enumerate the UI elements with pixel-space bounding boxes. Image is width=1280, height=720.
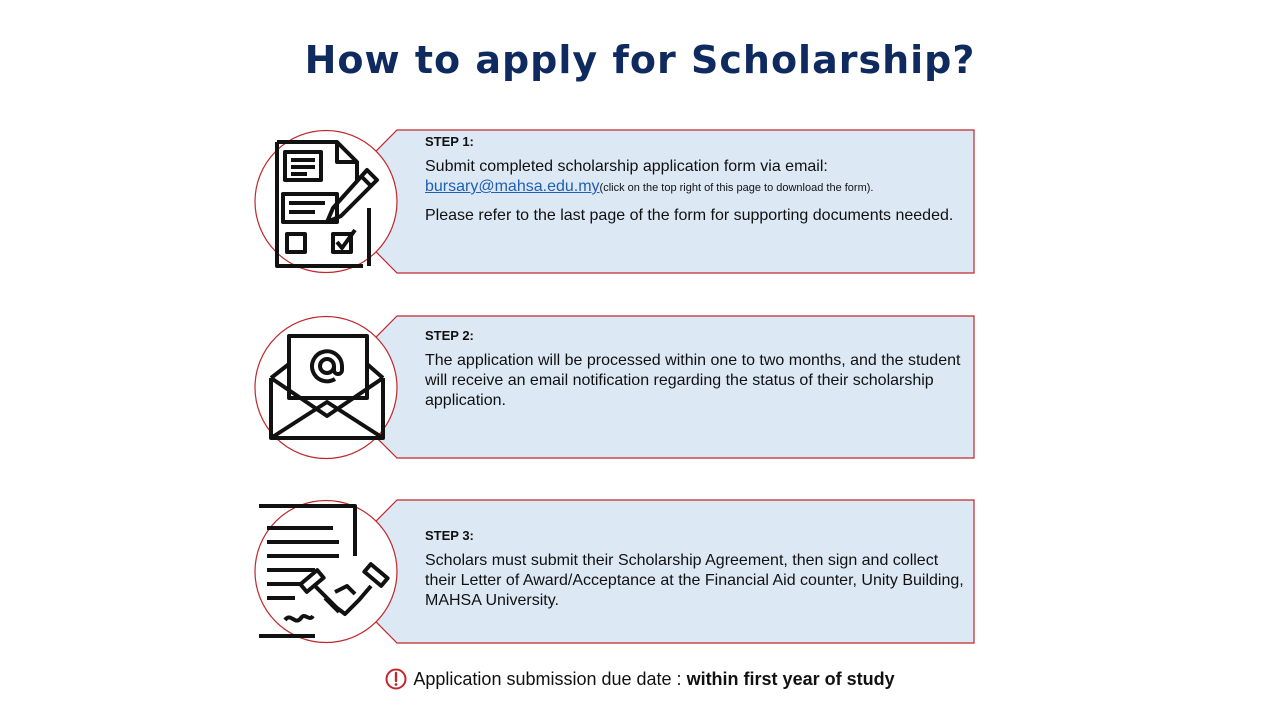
form-checklist-icon — [255, 130, 397, 272]
step-3-text: Scholars must submit their Scholarship Agreement, then sign and collect their Letter of Award/Acceptance at the Financial Aid counter, Unity Building, MAHSA University. — [425, 552, 964, 609]
exclamation-circle-icon — [385, 668, 407, 690]
bursary-email-link[interactable]: bursary@mahsa.edu.my — [425, 178, 600, 195]
step-1-card — [254, 129, 976, 275]
step-1-supporting-docs: Please refer to the last page of the form for supporting documents needed. — [425, 207, 954, 224]
step-1-line1: Submit completed scholarship application form via email: — [425, 158, 828, 175]
step-1-label: STEP 1: — [425, 134, 474, 149]
step-2-card — [254, 315, 976, 461]
step-3-card — [254, 499, 976, 645]
step-1-instruction — [425, 157, 970, 198]
step-2-text: The application will be processed within one to two months, and the student will receive an email notification regarding the status of their scholarship application. — [425, 352, 961, 409]
due-date-prefix: Application submission due date : — [413, 669, 687, 689]
page-title: How to apply for Scholarship? — [304, 38, 976, 82]
email-envelope-icon — [255, 316, 397, 458]
due-date-value: within first year of study — [686, 669, 895, 689]
download-form-note: (click on the top right of this page to download the form). — [599, 182, 874, 194]
step-3-content — [425, 527, 970, 611]
step-2-label: STEP 2: — [425, 328, 474, 343]
step-3-label: STEP 3: — [425, 528, 474, 543]
step-1-content — [425, 133, 970, 226]
due-date-footer — [0, 666, 1280, 692]
agreement-handshake-icon — [255, 500, 397, 642]
step-2-content — [425, 327, 970, 411]
